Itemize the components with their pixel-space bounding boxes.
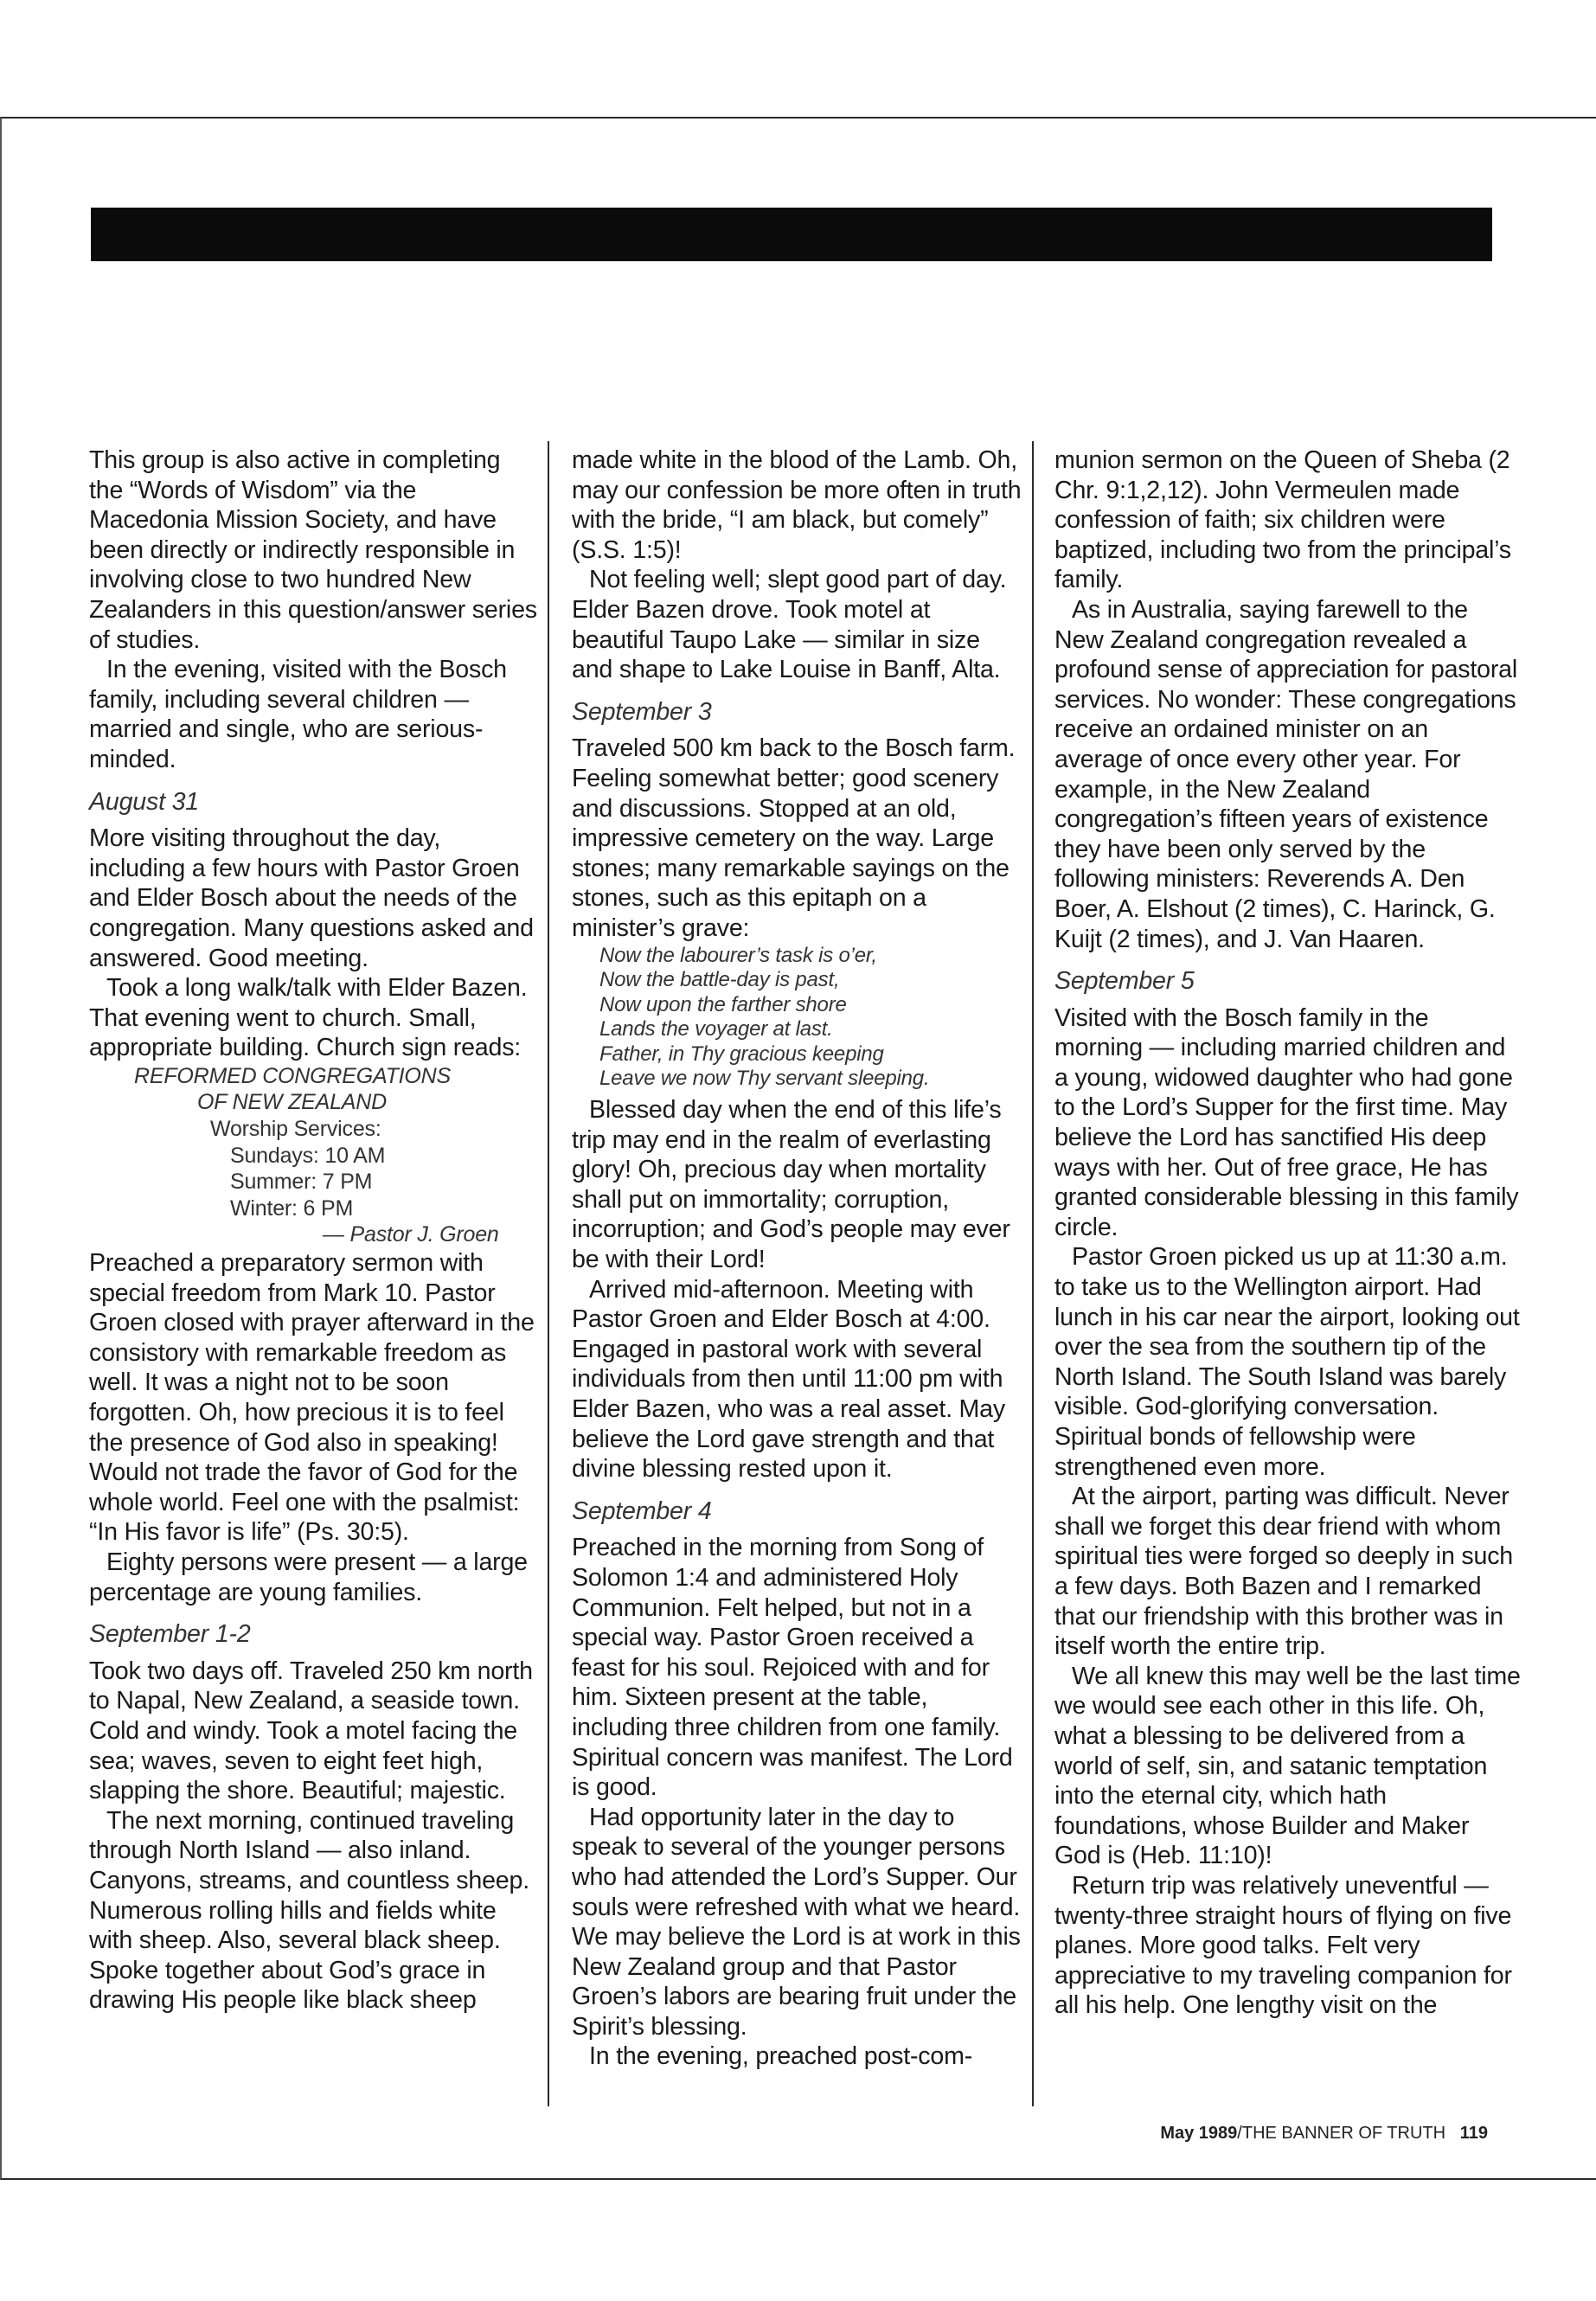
poem-line: Leave we now Thy servant sleeping. bbox=[599, 1067, 930, 1091]
paragraph: We all knew this may well be the last time we would see each other in this life. Oh, what a blessing to be delivered from a world of self, sin, and satanic temptation into the eternal city, which hath foundations, whose Builder and Maker God is (Heb. 11:10)! bbox=[1054, 1662, 1521, 1870]
epitaph-poem bbox=[599, 944, 1022, 1093]
sign-line: Winter: 6 PM bbox=[230, 1195, 354, 1221]
church-sign bbox=[89, 1063, 539, 1248]
page-footer bbox=[1125, 2124, 1488, 2144]
paragraph: Took a long walk/talk with Elder Bazen. That evening went to church. Small, appropriate building. Church sign reads: bbox=[89, 974, 528, 1062]
paragraph: Preached a preparatory sermon with special freedom from Mark 10. Pastor Groen closed with prayer afterward in the consistory with remarkable freedom as well. It was a night not to be soon forgotten. Oh, how precious it is to feel the presence of God also in speaking! Would not trade the favor of God for the whole world. Feel one with the psalmist: “In His favor is life” (Ps. 30:5). bbox=[89, 1249, 535, 1547]
date-heading: September 1-2 bbox=[89, 1620, 251, 1649]
paragraph: Pastor Groen picked us up at 11:30 a.m. to take us to the Wellington airport. Had lunch in his car near the airport, looking out over the sea from the southern tip of the North Island. The South Island was barely visible. God-glorifying conversation. Spiritual bonds of fellowship were strengthened even more. bbox=[1054, 1243, 1520, 1481]
footer-date: May 1989 bbox=[1160, 2124, 1238, 2143]
paragraph: Arrived mid-afternoon. Meeting with Pastor Groen and Elder Bosch at 4:00. Engaged in pastoral work with several individuals from then until 11:00 pm with Elder Bazen, who was a real asset. May believe the Lord gave strength and that divine blessing rested upon it. bbox=[572, 1275, 1005, 1484]
column-1 bbox=[89, 445, 539, 2106]
column-rule bbox=[548, 441, 549, 2106]
sign-line: Summer: 7 PM bbox=[230, 1170, 373, 1195]
sign-line: Worship Services: bbox=[210, 1117, 381, 1142]
paragraph: Eighty persons were present — a large percentage are young families. bbox=[89, 1548, 528, 1606]
paragraph: Traveled 500 km back to the Bosch farm. Feeling somewhat better; good scenery and discussions. Stopped at an old, impressive cemetery on the way. Large stones; many remarkable sayings on the stones, such as this epitaph on a minister’s grave: bbox=[572, 734, 1016, 942]
page-number: 119 bbox=[1459, 2124, 1488, 2143]
sign-line: OF NEW ZEALAND bbox=[197, 1090, 387, 1115]
date-heading: August 31 bbox=[89, 787, 199, 816]
poem-line: Now the labourer’s task is o’er, bbox=[599, 943, 877, 967]
paragraph: Return trip was relatively uneventful — twenty-three straight hours of flying on five planes. More good talks. Felt very appreciative to my traveling companion for all his help. One lengthy visit on the bbox=[1054, 1871, 1512, 2020]
paragraph: This group is also active in completing the “Words of Wisdom” via the Macedonia Mission Society, and have been directly or indirectly responsible in involving close to two hundred New Zealanders in this question/answer series of studies. bbox=[89, 446, 537, 654]
poem-line: Father, in Thy gracious keeping bbox=[599, 1042, 884, 1066]
sign-signature: — Pastor J. Groen bbox=[323, 1222, 499, 1247]
poem-line: Now upon the farther shore bbox=[599, 992, 847, 1016]
footer-publication: THE BANNER OF TRUTH bbox=[1241, 2124, 1446, 2143]
sign-line: REFORMED CONGREGATIONS bbox=[134, 1063, 451, 1088]
paragraph: Preached in the morning from Song of Solomon 1:4 and administered Holy Communion. Felt helped, but not in a special way. Pastor Groen received a feast for his soul. Rejoiced with and for him. Sixteen present at the table, including three children from one family. Spiritual concern was manifest. The Lord is good. bbox=[572, 1534, 1013, 1802]
date-heading: September 5 bbox=[1054, 967, 1195, 996]
paragraph: At the airport, parting was difficult. Never shall we forget this dear friend with whom spiritual ties were forged so deeply in such a few days. Both Bazen and I remarked that our friendship with this brother was in itself worth the entire trip. bbox=[1054, 1483, 1513, 1661]
paragraph: Blessed day when the end of this life’s trip may end in the realm of everlasting glory! Oh, precious day when mortality shall put on immortality; corruption, incorruption; and God’s people may ever be with their Lord! bbox=[572, 1096, 1010, 1274]
poem-line: Lands the voyager at last. bbox=[599, 1017, 833, 1042]
paragraph: More visiting throughout the day, including a few hours with Pastor Groen and Elder Bosch about the needs of the congregation. Many questions asked and answered. Good meeting. bbox=[89, 824, 534, 972]
paragraph: The next morning, continued traveling through North Island — also inland. Canyons, streams, and countless sheep. Numerous rolling hills and fields white with sheep. Also, several black sheep. Spoke together about God’s grace in drawing His people like black sheep bbox=[89, 1806, 529, 2015]
paragraph: made white in the blood of the Lamb. Oh, may our confession be more often in truth with the bride, “I am black, but comely” (S.S. 1:5)! bbox=[572, 446, 1022, 564]
paragraph: Visited with the Bosch family in the morning — including married children and a young, widowed daughter who had gone to the Lord’s Supper for the first time. May believe the Lord has sanctified His deep ways with her. Out of free grace, He has granted considerable blessing in this family circle. bbox=[1054, 1003, 1519, 1241]
paragraph: As in Australia, saying farewell to the New Zealand congregation revealed a profound sense of appreciation for pastoral services. No wonder: These congregations receive an ordained minister on an average of once every other year. For example, in the New Zealand congregation’s fifteen years of existence they have been only served by the following ministers: Reverends A. Den Boer, A. Elshout (2 times), C. Harinck, G. Kuijt (2 times), and J. Van Haaren. bbox=[1054, 595, 1518, 953]
paragraph: Not feeling well; slept good part of day. Elder Bazen drove. Took motel at beautiful Taupo Lake — similar in size and shape to Lake Louise in Banff, Alta. bbox=[572, 566, 1007, 684]
poem-line: Now the battle-day is past, bbox=[599, 968, 840, 992]
paragraph: Had opportunity later in the day to speak to several of the younger persons who had attended the Lord’s Supper. Our souls were refreshed with what we heard. We may believe the Lord is at work in this New Zealand group and that Pastor Groen’s labors are bearing fruit under the Spirit’s blessing. bbox=[572, 1803, 1021, 2041]
date-heading: September 3 bbox=[572, 697, 712, 726]
date-heading: September 4 bbox=[572, 1497, 712, 1525]
column-3 bbox=[1054, 445, 1522, 2106]
paragraph: In the evening, visited with the Bosch family, including several children — married and single, who are serious-minded. bbox=[89, 656, 507, 773]
paragraph: munion sermon on the Queen of Sheba (2 Chr. 9:1,2,12). John Vermeulen made confession of faith; six children were baptized, including two from the principal’s family. bbox=[1054, 446, 1511, 594]
column-rule bbox=[1032, 441, 1034, 2106]
header-black-bar bbox=[91, 208, 1492, 261]
sign-line: Sundays: 10 AM bbox=[230, 1143, 386, 1168]
paragraph: In the evening, preached post-com- bbox=[589, 2042, 973, 2071]
column-2 bbox=[572, 445, 1022, 2106]
paragraph: Took two days off. Traveled 250 km north to Napal, New Zealand, a seaside town. Cold and windy. Took a motel facing the sea; waves, seven to eight feet high, slapping the shore. Beautiful; majestic. bbox=[89, 1657, 533, 1805]
footer-separator: / bbox=[1237, 2124, 1242, 2143]
